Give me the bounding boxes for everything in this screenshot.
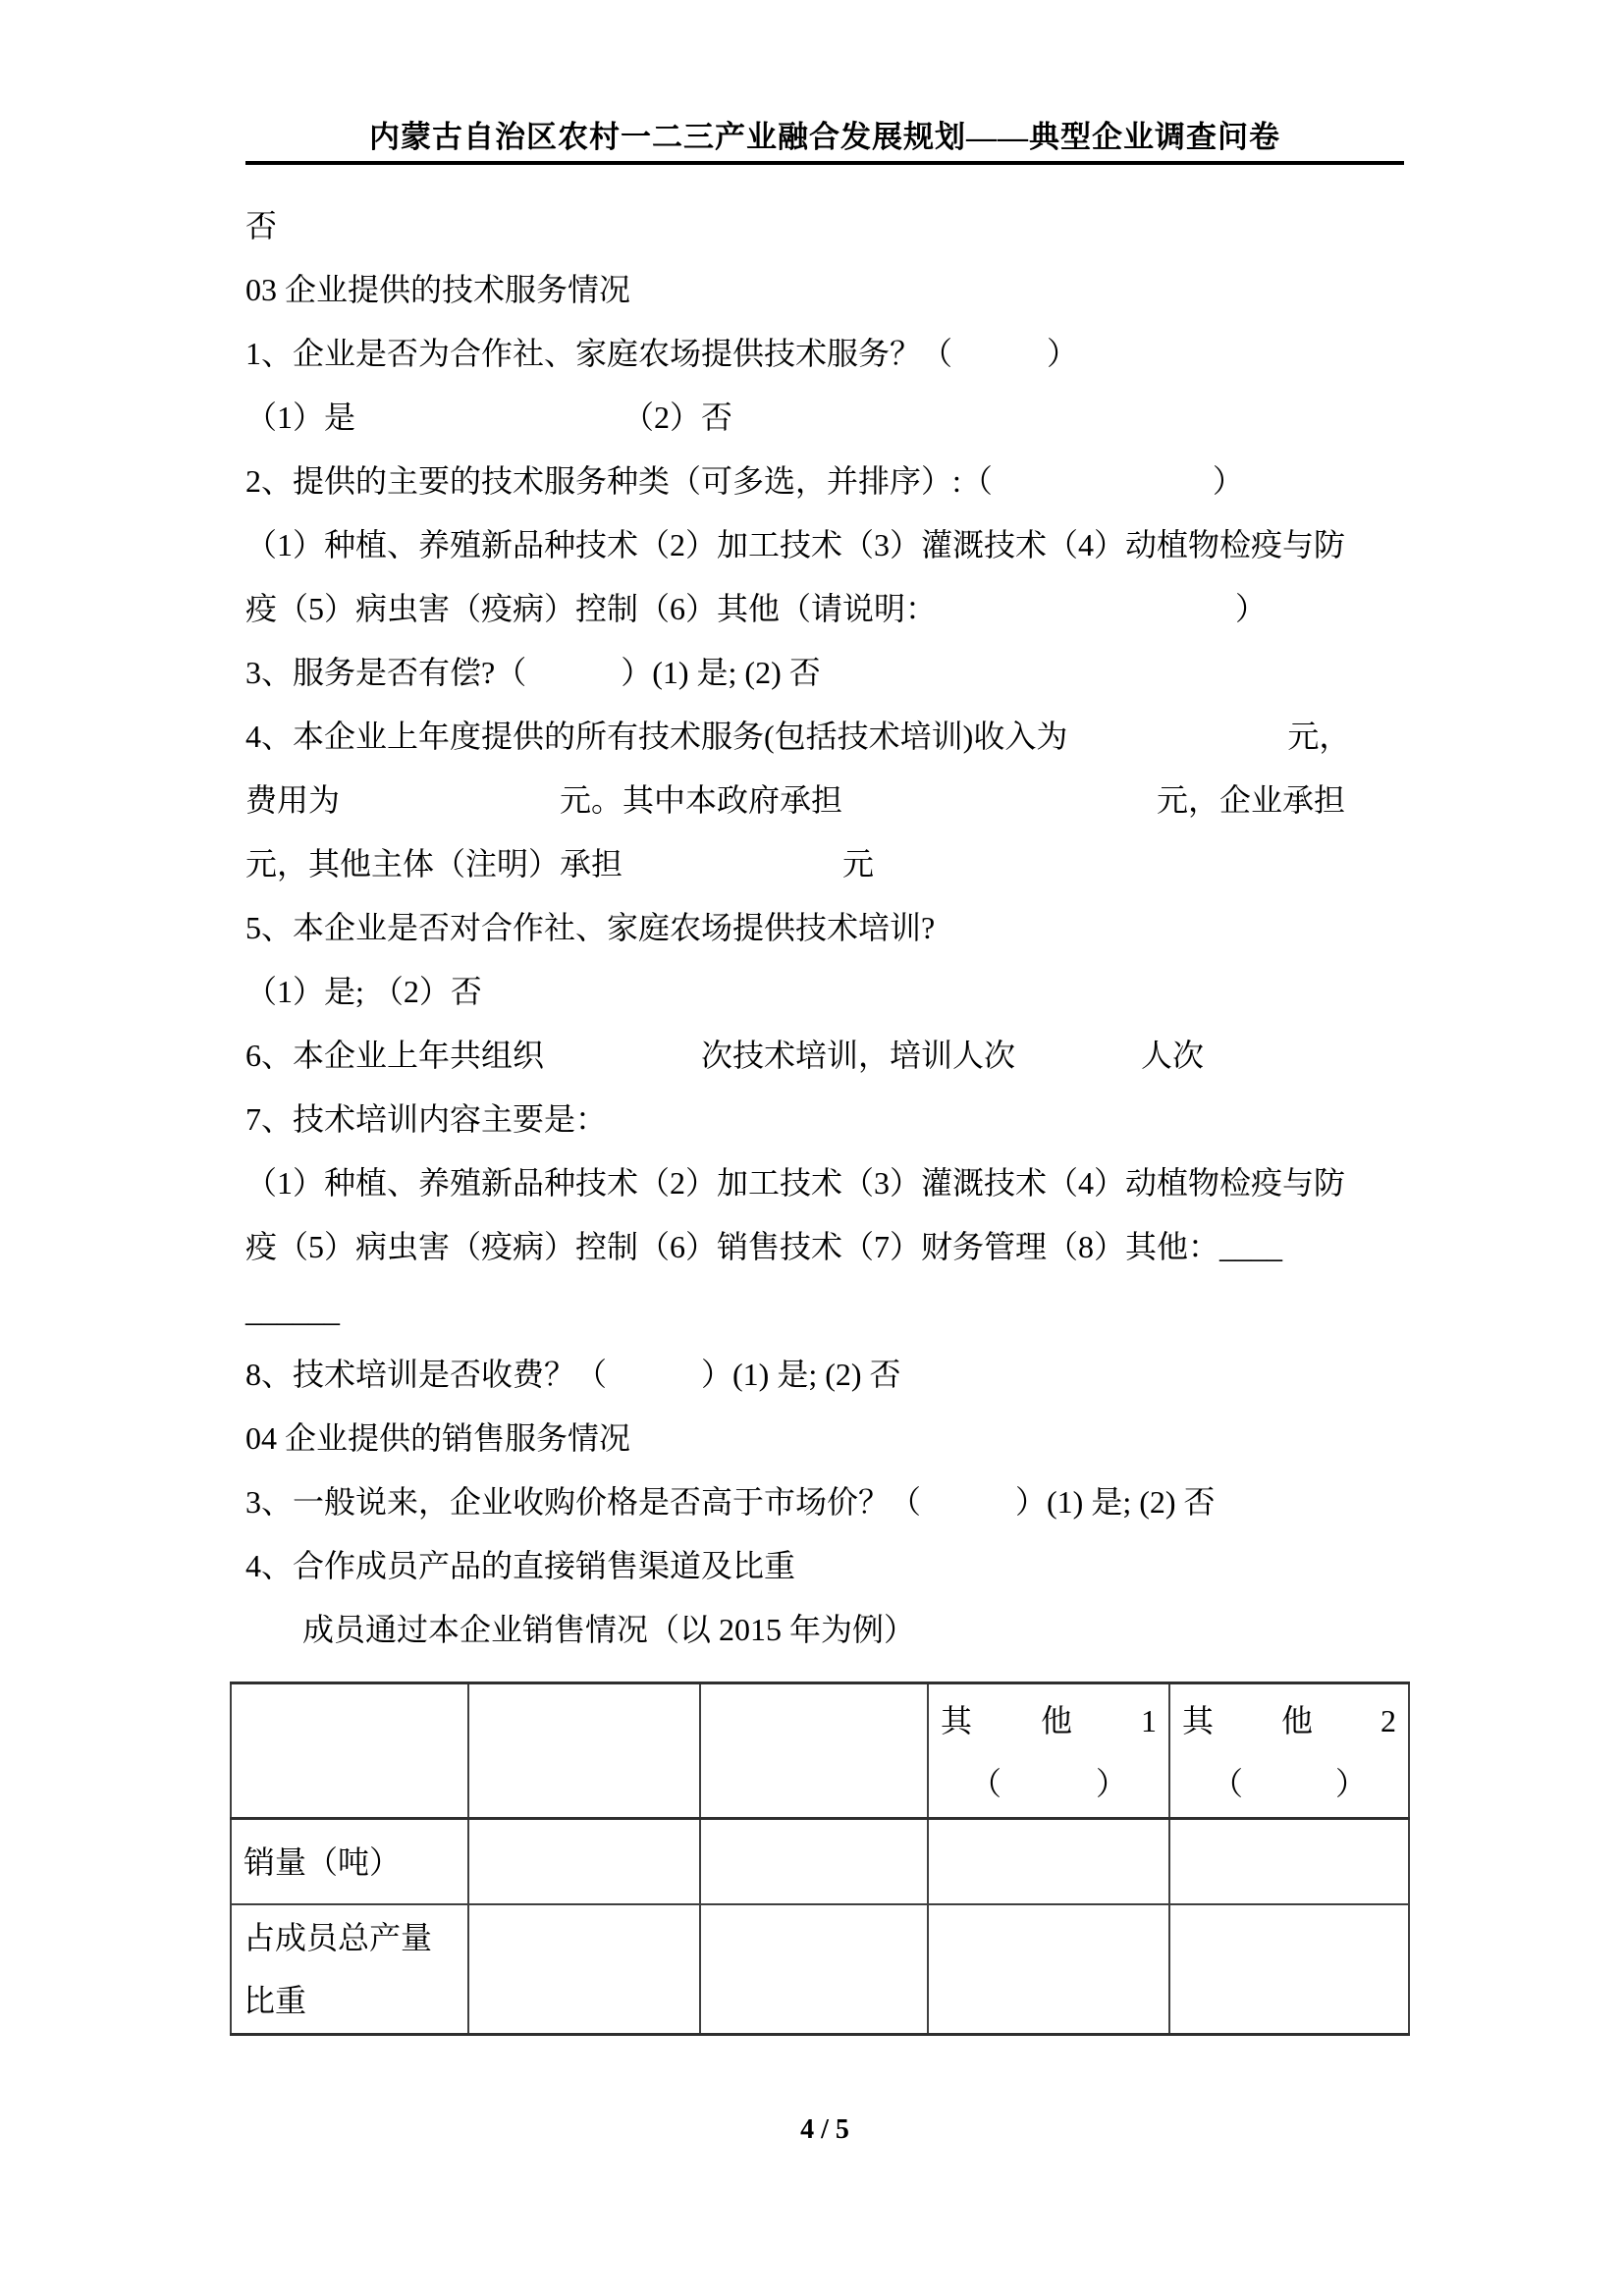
row-label-line: 占成员总产量 xyxy=(244,1920,433,1955)
document-header xyxy=(245,0,1404,165)
question-line: 8、技术培训是否收费？（ ）(1) 是; (2) 否 xyxy=(245,1357,901,1392)
answer-line: （1）种植、养殖新品种技术（2）加工技术（3）灌溉技术（4）动植物检疫与防 xyxy=(245,527,1346,562)
answer-line: 疫（5）病虫害（疫病）控制（6）销售技术（7）财务管理（8）其他：____ xyxy=(245,1229,1283,1264)
table-header-cell xyxy=(1169,1683,1409,1819)
table-data-cell xyxy=(1169,1819,1409,1905)
header-cell-line2: （ ） xyxy=(1212,1766,1367,1801)
table-header-cell xyxy=(468,1683,700,1819)
table-header-cell xyxy=(928,1683,1169,1819)
answer-line: 否 xyxy=(245,208,278,243)
header-cell-line1: 其 他 2 xyxy=(1182,1703,1396,1738)
question-line: 费用为 元。其中本政府承担 元，企业承担 xyxy=(245,782,1346,818)
table-header-row xyxy=(231,1683,1409,1819)
table-data-cell xyxy=(928,1819,1169,1905)
question-line: 4、合作成员产品的直接销售渠道及比重 xyxy=(245,1548,796,1583)
document-body xyxy=(245,194,1404,1662)
table-data-cell xyxy=(468,1904,700,2035)
question-line: 元，其他主体（注明）承担 元 xyxy=(245,846,875,881)
row-label-cell xyxy=(231,1819,468,1905)
section-heading: 04 企业提供的销售服务情况 xyxy=(245,1420,631,1456)
table-data-cell xyxy=(928,1904,1169,2035)
question-line: 3、一般说来，企业收购价格是否高于市场价？（ ）(1) 是; (2) 否 xyxy=(245,1484,1216,1520)
table-row xyxy=(231,1904,1409,2035)
question-line: 2、提供的主要的技术服务种类（可多选，并排序）:（ ） xyxy=(245,463,1244,499)
sales-table xyxy=(230,1682,1410,2036)
table-data-cell xyxy=(700,1819,928,1905)
header-cell-line1: 其 他 1 xyxy=(941,1703,1157,1738)
document-title: 内蒙古自治区农村一二三产业融合发展规划——典型企业调查问卷 xyxy=(369,120,1280,154)
page-content xyxy=(245,0,1404,2150)
table-caption: 成员通过本企业销售情况（以 2015 年为例） xyxy=(302,1612,916,1647)
question-line: 5、本企业是否对合作社、家庭农场提供技术培训? xyxy=(245,910,936,945)
question-line: 6、本企业上年共组织 次技术培训，培训人次 人次 xyxy=(245,1038,1205,1073)
answer-line: （1）是 （2）否 xyxy=(245,400,733,435)
table-header-cell xyxy=(231,1683,468,1819)
table-data-cell xyxy=(1169,1904,1409,2035)
answer-line: （1）种植、养殖新品种技术（2）加工技术（3）灌溉技术（4）动植物检疫与防 xyxy=(245,1165,1346,1201)
section-heading: 03 企业提供的技术服务情况 xyxy=(245,272,631,307)
question-line: 7、技术培训内容主要是： xyxy=(245,1101,608,1137)
row-label-cell xyxy=(231,1904,468,2035)
answer-line: （1）是; （2）否 xyxy=(245,974,482,1009)
header-rule xyxy=(245,161,1404,165)
table-data-cell xyxy=(468,1819,700,1905)
row-label-line: 比重 xyxy=(244,1983,307,2018)
row-label-line: 销量（吨） xyxy=(244,1843,402,1880)
question-line: 3、服务是否有偿?（ ）(1) 是; (2) 否 xyxy=(245,655,821,690)
question-line: 1、企业是否为合作社、家庭农场提供技术服务？（ ） xyxy=(245,336,1079,371)
answer-line: ______ xyxy=(245,1293,340,1328)
question-line: 4、本企业上年度提供的所有技术服务(包括技术培训)收入为 元， xyxy=(245,719,1351,754)
answer-line: 疫（5）病虫害（疫病）控制（6）其他（请说明： ） xyxy=(245,591,1268,626)
table-row xyxy=(231,1819,1409,1905)
header-cell-line2: （ ） xyxy=(970,1766,1127,1801)
table-data-cell xyxy=(700,1904,928,2035)
page-number: 4 / 5 xyxy=(800,2114,849,2145)
table-header-cell xyxy=(700,1683,928,1819)
